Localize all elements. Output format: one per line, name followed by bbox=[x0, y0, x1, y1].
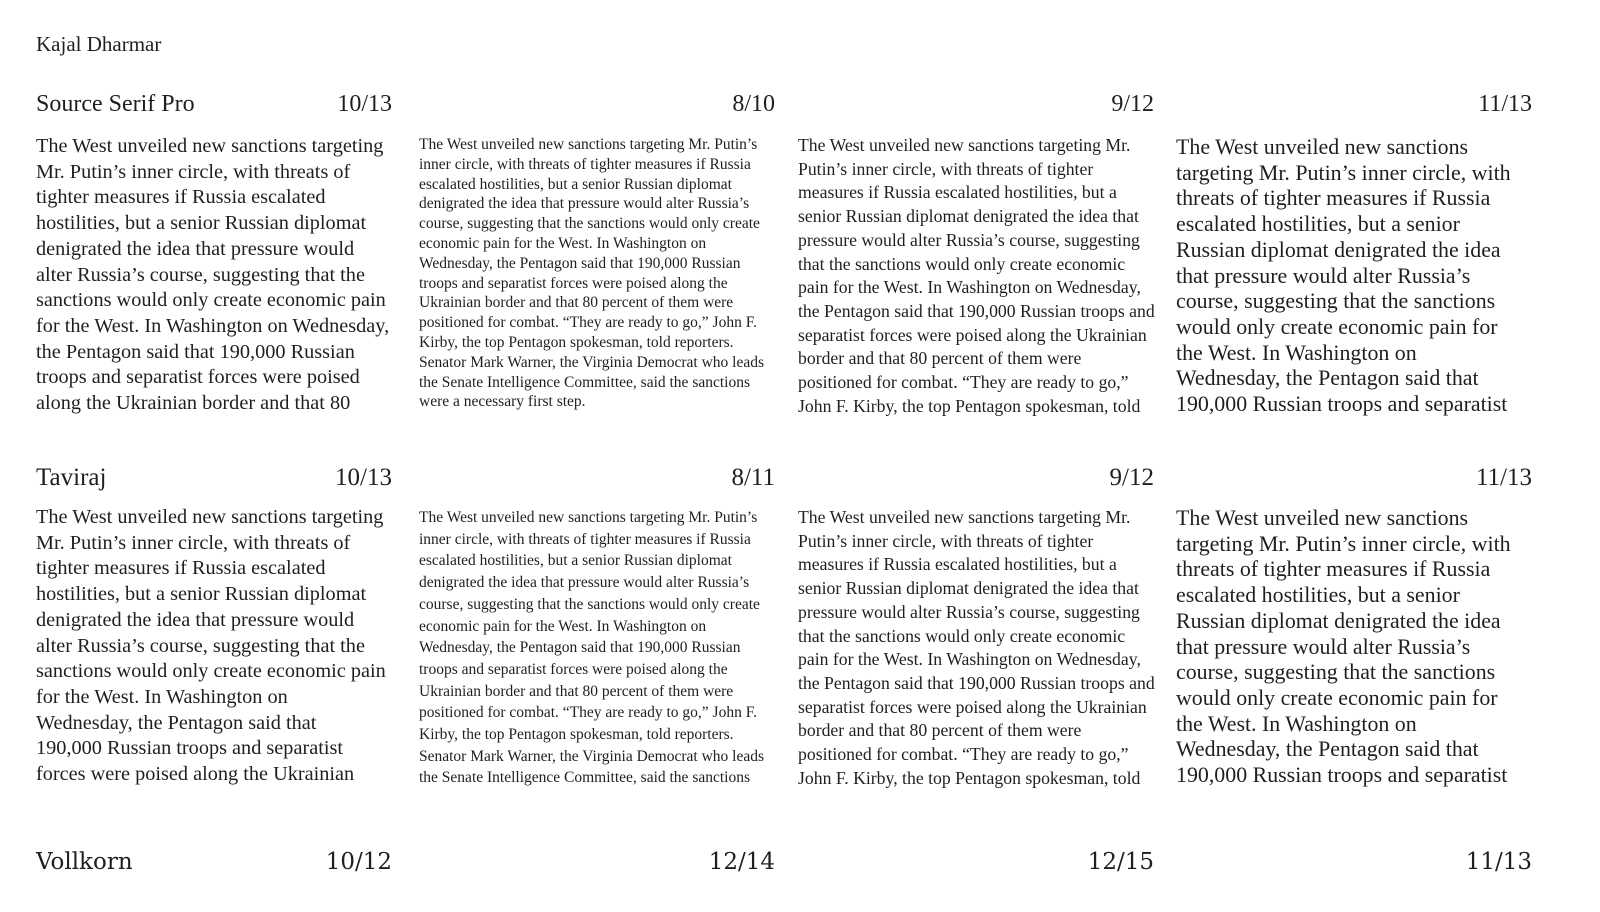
font-name: Source Serif Pro bbox=[36, 91, 195, 117]
sample-paragraph: The West unveiled new sanctions targeting Mr. Putin’s inner circle, with threats of tighter measures if Russia escalated hostilities, but a senior Russian diplomat denigrated the idea that pressure would alter Russia’s course, suggesting that the sanctions would only create economic pain for the West. In Washington on Wednesday, the Pentagon said that 190,000 Russian troops and separatist forces were poised along the Ukrainian border and that 80 percent of them were positioned for combat. “They are ready to go,” John F. Kirby, the top Pentagon spokesman, told bbox=[798, 507, 1155, 788]
size-leading-spec: 9/12 bbox=[1109, 464, 1154, 491]
sample-paragraph: The West unveiled new sanctions targeting Mr. Putin’s inner circle, with threats of tighter measures if Russia escalated hostilities, but a senior Russian diplomat denigrated the idea that pressure would alter Russia’s course, suggesting that the sanctions would only create economic pain for the West. In Washington on Wednesday, the Pentagon said that 190,000 Russian troops and separatist forces were poised along the Ukrainian border and that 80 percent of them were positioned for combat. “They are ready to go,” John F. Kirby, the top Pentagon spokesman, told bbox=[798, 135, 1155, 416]
sample-paragraph: The West unveiled new sanctions targeting Mr. Putin’s inner circle, with threats of tighter measures if Russia escalated hostilities, but a senior Russian diplomat denigrated the idea that pressure would alter Russia’s course, suggesting that the sanctions would only create economic pain for the West. In Washington on Wednesday, the Pentagon said that 190,000 Russian troops and separatist bbox=[1176, 134, 1511, 417]
author-name: Kajal Dharmar bbox=[36, 32, 162, 56]
size-leading-spec: 10/13 bbox=[335, 464, 392, 491]
size-leading-spec: 10/13 bbox=[337, 91, 392, 117]
size-leading-spec: 10/12 bbox=[325, 849, 392, 875]
font-row-taviraj bbox=[36, 462, 1571, 802]
font-name: Vollkorn bbox=[36, 849, 133, 875]
size-leading-spec: 8/11 bbox=[731, 464, 775, 491]
sample-paragraph: The West unveiled new sanctions targeting Mr. Putin’s inner circle, with threats of tighter measures if Russia escalated hostilities, but a senior Russian diplomat denigrated the idea that pressure would alter Russia’s course, suggesting that the sanctions would only create economic pain for the West. In Washington on Wednesday, the Pentagon said that 190,000 Russian troops and separatist bbox=[1176, 505, 1511, 788]
sample-paragraph: The West unveiled new sanctions targeting Mr. Putin’s inner circle, with threats of tighter measures if Russia escalated hostilities, but a senior Russian diplomat denigrated the idea that pressure would alter Russia’s course, suggesting that the sanctions would only create economic pain for the West. In Washington on Wednesday, the Pentagon said that 190,000 Russian troops and separatist forces were poised along the Ukrainian border and that 80 percent of them were positioned for combat. “They are ready to go,” John F. Kirby, the top Pentagon spokesman, told reporters. Senator Mark Warner, the Virginia Democrat who leads the Senate Intelligence Committee, said the sanctions bbox=[419, 509, 764, 787]
size-leading-spec: 11/13 bbox=[1465, 849, 1532, 875]
sample-paragraph: The West unveiled new sanctions targeting Mr. Putin’s inner circle, with threats of tighter measures if Russia escalated hostilities, but a senior Russian diplomat denigrated the idea that pressure would alter Russia’s course, suggesting that the sanctions would only create economic pain for the West. In Washington on Wednesday, the Pentagon said that 190,000 Russian troops and separatist forces were poised along the Ukrainian border and that 80 percent of them were positioned for combat. “They are ready to go,” John F. Kirby, the top Pentagon spokesman, told reporters. Senator Mark Warner, the Virginia Democrat who leads the Senate Intelligence Committee, said the sanctions were a necessary first step. bbox=[419, 136, 764, 411]
font-name: Taviraj bbox=[36, 464, 107, 491]
sample-paragraph: The West unveiled new sanctions targeting Mr. Putin’s inner circle, with threats of tighter measures if Russia escalated hostilities, but a senior Russian diplomat denigrated the idea that pressure would alter Russia’s course, suggesting that the sanctions would only create economic pain for the West. In Washington on Wednesday, the Pentagon said that 190,000 Russian troops and separatist forces were poised along the Ukrainian bbox=[36, 506, 386, 786]
size-leading-spec: 11/13 bbox=[1475, 464, 1532, 491]
row-header bbox=[36, 846, 1571, 882]
size-leading-spec: 8/10 bbox=[732, 91, 775, 117]
row-header bbox=[36, 88, 1571, 124]
font-row-vollkorn bbox=[36, 846, 1571, 896]
sample-paragraph: The West unveiled new sanctions targeting Mr. Putin’s inner circle, with threats of tighter measures if Russia escalated hostilities, but a senior Russian diplomat denigrated the idea that pressure would alter Russia’s course, suggesting that the sanctions would only create economic pain for the West. In Washington on Wednesday, the Pentagon said that 190,000 Russian troops and separatist forces were poised along the Ukrainian border and that 80 bbox=[36, 135, 390, 414]
size-leading-spec: 9/12 bbox=[1111, 91, 1154, 117]
row-header bbox=[36, 462, 1571, 498]
font-row-source-serif-pro bbox=[36, 88, 1571, 428]
size-leading-spec: 11/13 bbox=[1478, 91, 1532, 117]
size-leading-spec: 12/14 bbox=[708, 849, 775, 875]
size-leading-spec: 12/15 bbox=[1087, 849, 1154, 875]
